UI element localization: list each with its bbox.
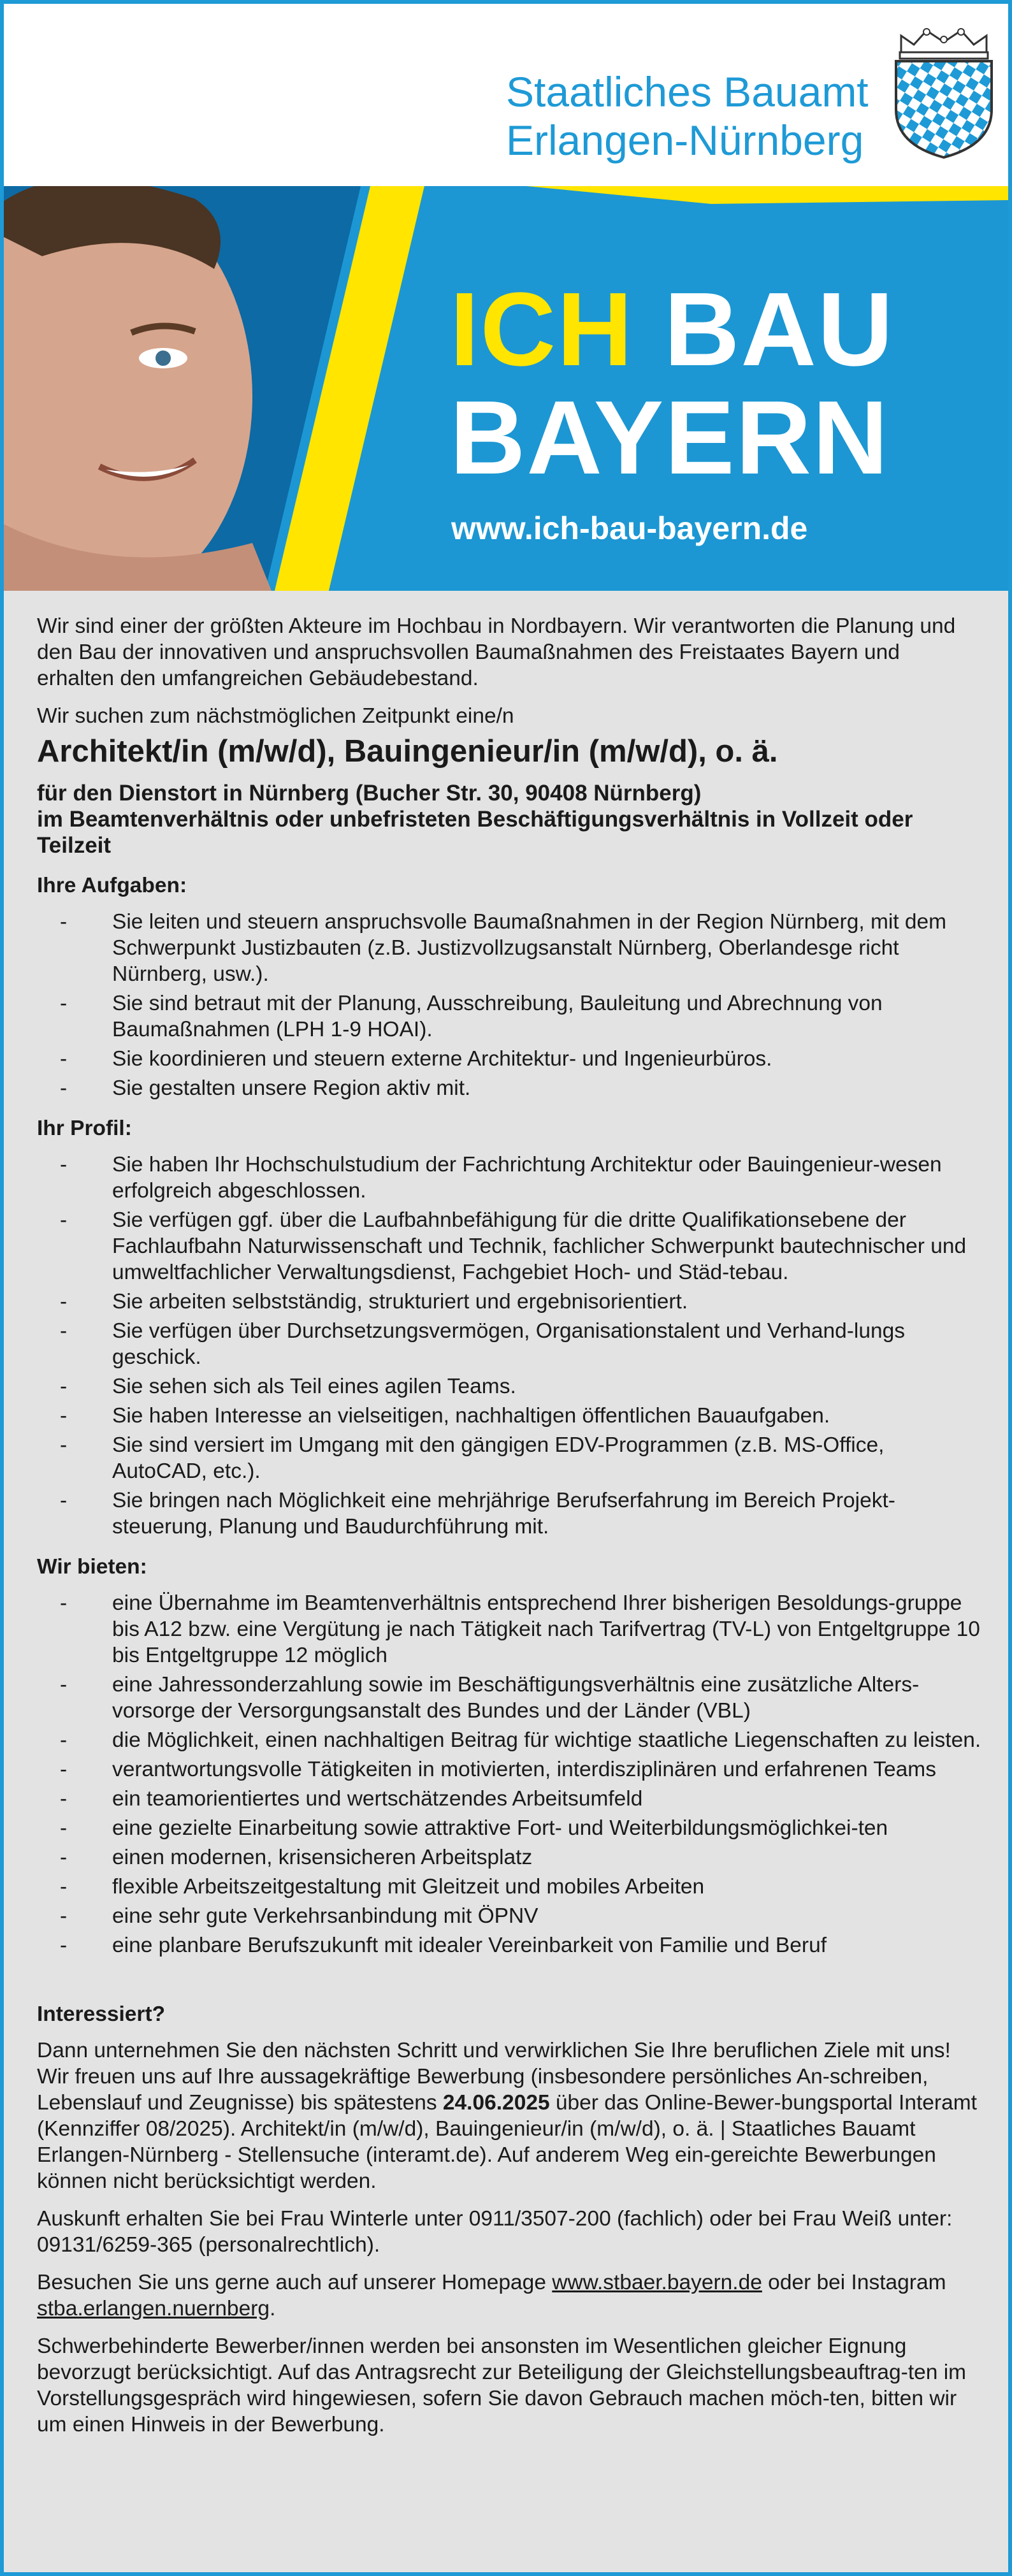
- list-item: - eine planbare Berufszukunft mit idealer Vereinbarkeit von Familie und Beruf: [60, 1934, 827, 1957]
- slogan-line2: BAYERN: [450, 379, 890, 496]
- employment-line: im Beamtenverhältnis oder unbefristeten Beschäftigungsverhältnis in Vollzeit oder Teilzeit: [37, 807, 913, 858]
- slogan: [450, 271, 895, 496]
- ad-body: [37, 613, 981, 2438]
- profile-title: Ihr Profil:: [37, 1117, 132, 1140]
- organization-name: [506, 68, 869, 164]
- list-item: - Sie sind betraut mit der Planung, Ausschreibung, Bauleitung und Abrechnung von Baumaßnahmen (LPH 1-9 HOAI).: [60, 992, 883, 1041]
- instagram-link[interactable]: stba.erlangen.nuernberg: [37, 2297, 270, 2320]
- location-line: für den Dienstort in Nürnberg (Bucher Str. 30, 90408 Nürnberg): [37, 781, 702, 806]
- list-item: - Sie gestalten unsere Region aktiv mit.: [60, 1076, 471, 1100]
- application-text: Dann unternehmen Sie den nächsten Schritt und verwirklichen Sie Ihre beruflichen Ziele mit uns! Wir freuen uns auf Ihre aussagekräftige Bewerbung (insbesondere persönliches An-schreiben, Lebenslauf und Zeugnisse) bis spätestens 24.06.2025 über das Online-Bewer-bungsportal Interamt (Kennziffer 08/2025). Architekt/in (m/w/d), Bauingenieur/in (m/w/d), o. ä. | Staatliches Bauamt Erlangen-Nürnberg - Stellensuche (interamt.de). Auf anderem Weg ein-gereichte Bewerbungen können nicht berücksichtigt werden.: [37, 2039, 977, 2193]
- list-item: - die Möglichkeit, einen nachhaltigen Beitrag für wichtige staatliche Liegenschaften zu leisten.: [60, 1728, 981, 1752]
- list-item: - Sie sind versiert im Umgang mit den gängigen EDV-Programmen (z.B. MS-Office, AutoCAD, etc.).: [60, 1433, 885, 1483]
- homepage-link[interactable]: www.stbaer.bayern.de: [552, 2271, 762, 2294]
- list-item: - Sie sehen sich als Teil eines agilen Teams.: [60, 1375, 516, 1398]
- list-item: - ein teamorientiertes und wertschätzendes Arbeitsumfeld: [60, 1787, 643, 1811]
- search-line: Wir suchen zum nächstmöglichen Zeitpunkt eine/n: [37, 704, 514, 728]
- list-item: - eine gezielte Einarbeitung sowie attraktive Fort- und Weiterbildungsmöglichkei-ten: [60, 1816, 888, 1840]
- interested-title: Interessiert?: [37, 2002, 166, 2026]
- disability-text: Schwerbehinderte Bewerber/innen werden bei ansonsten im Wesentlichen gleicher Eignung bevorzugt berücksichtigt. Auf das Antragsrecht zur Beteiligung der Gleichstellungsbeauftrag-ten im Vorstellungsgespräch wird hingewiesen, sofern Sie davon Gebrauch machen möch-ten, bitten wir um einen Hinweis in der Bewerbung.: [37, 2334, 967, 2436]
- profile-list: [37, 1152, 981, 1540]
- list-item: - Sie haben Interesse an vielseitigen, nachhaltigen öffentlichen Bauaufgaben.: [60, 1404, 830, 1428]
- list-item: - Sie verfügen ggf. über die Laufbahnbefähigung für die dritte Qualifikationsebene der Fachlaufbahn Naturwissenschaft und Technik, fachlicher Schwerpunkt bautechnischer und umweltfachlicher Verwaltungsdienst, Fachgebiet Hoch- und Städ-tebau.: [60, 1208, 967, 1284]
- list-item: - Sie bringen nach Möglichkeit eine mehrjährige Berufserfahrung im Bereich Projekt-steuerung, Planung und Baudurchführung mit.: [60, 1489, 895, 1538]
- list-item: - eine Jahressonderzahlung sowie im Beschäftigungsverhältnis eine zusätzliche Alters-vorsorge der Versorgungsanstalt des Bundes und der Länder (VBL): [60, 1673, 920, 1723]
- slogan-highlight: ICH: [450, 271, 634, 387]
- visit-text: Besuchen Sie uns gerne auch auf unserer Homepage www.stbaer.bayern.de oder bei Instagram stba.erlangen.nuernberg.: [37, 2271, 946, 2320]
- list-item: - einen modernen, krisensicheren Arbeitsplatz: [60, 1846, 533, 1869]
- slogan-word2: BAU: [664, 271, 895, 387]
- org-name-line2: Erlangen-Nürnberg: [506, 117, 864, 164]
- offer-title: Wir bieten:: [37, 1555, 147, 1579]
- org-name-line1: Staatliches Bauamt: [506, 68, 869, 115]
- job-title: Architekt/in (m/w/d), Bauingenieur/in (m/w/d), o. ä.: [37, 734, 778, 769]
- offer-list: [37, 1590, 981, 1958]
- header: [4, 4, 1008, 186]
- tasks-list: [37, 909, 981, 1101]
- list-item: - Sie leiten und steuern anspruchsvolle Baumaßnahmen in der Region Nürnberg, mit dem Schwerpunkt Justizbauten (z.B. Justizvollzugsanstalt Nürnberg, Oberlandesge richt Nürnberg, usw.).: [60, 910, 947, 986]
- list-item: - Sie verfügen über Durchsetzungsvermögen, Organisationstalent und Verhand-lungs geschick.: [60, 1319, 905, 1369]
- campaign-url-link[interactable]: www.ich-bau-bayern.de: [451, 510, 808, 546]
- list-item: - Sie koordinieren und steuern externe Architektur- und Ingenieurbüros.: [60, 1047, 772, 1071]
- intro-text: Wir sind einer der größten Akteure im Hochbau in Nordbayern. Wir verantworten die Planung und den Bau der innovativen und anspruchsvollen Baumaßnahmen des Freistaates Bayern und erhalten den umfangreichen Gebäudebestand.: [37, 614, 956, 690]
- list-item: - eine Übernahme im Beamtenverhältnis entsprechend Ihrer bisherigen Besoldungs-gruppe bis A12 bzw. eine Vergütung je nach Tätigkeit nach Tarifvertrag (TV-L) von Entgeltgruppe 10 bis Entgeltgruppe 12 möglich: [60, 1591, 980, 1667]
- campaign-banner: [4, 186, 1008, 591]
- list-item: - Sie haben Ihr Hochschulstudium der Fachrichtung Architektur oder Bauingenieur-wesen erfolgreich abgeschlossen.: [60, 1153, 942, 1203]
- list-item: - flexible Arbeitszeitgestaltung mit Gleitzeit und mobiles Arbeiten: [60, 1875, 705, 1899]
- list-item: - Sie arbeiten selbstständig, strukturiert und ergebnisorientiert.: [60, 1290, 688, 1313]
- tasks-title: Ihre Aufgaben:: [37, 874, 187, 897]
- list-item: - verantwortungsvolle Tätigkeiten in motivierten, interdisziplinären und erfahrenen Teams: [60, 1758, 936, 1781]
- list-item: - eine sehr gute Verkehrsanbindung mit ÖPNV: [60, 1904, 539, 1928]
- deadline: 24.06.2025: [442, 2091, 550, 2115]
- contact-text: Auskunft erhalten Sie bei Frau Winterle unter 0911/3507-200 (fachlich) oder bei Frau Weiß unter: 09131/6259-365 (personalrechtlich).: [37, 2207, 953, 2257]
- bavarian-coat-of-arms-icon: [890, 27, 998, 161]
